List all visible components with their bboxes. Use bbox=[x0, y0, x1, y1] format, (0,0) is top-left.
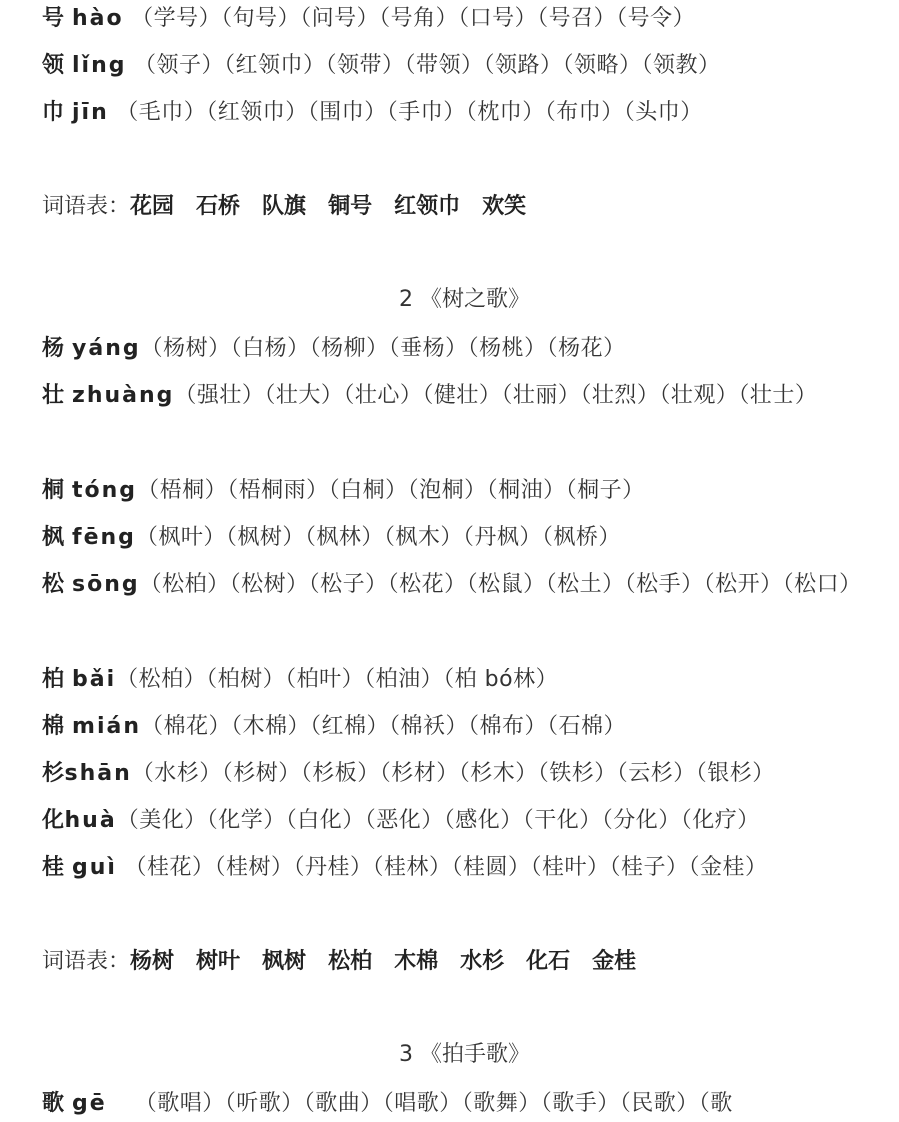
entry-char: 领 bbox=[42, 52, 65, 78]
entry-mian bbox=[42, 711, 626, 742]
vocab-label: 词语表： bbox=[42, 949, 131, 974]
entry-words: （棉花）（木棉）（红棉）（棉袄）（棉布）（石棉） bbox=[141, 714, 627, 739]
entry-words: （桂花）（桂树）（丹桂）（桂林）（桂圆）（桂叶）（桂子）（金桂） bbox=[124, 855, 768, 880]
entry-char: 枫 bbox=[42, 524, 65, 550]
entry-pinyin: tóng bbox=[72, 478, 138, 503]
lesson-title-3: 3 《拍手歌》 bbox=[399, 1042, 530, 1067]
entry-words: （领子）（红领巾）（领带）（带领）（领路）（领略）（领教） bbox=[134, 53, 721, 78]
entry-pinyin: gē bbox=[72, 1091, 107, 1116]
vocab-word: 欢笑 bbox=[482, 194, 527, 219]
entry-words: （梧桐）（梧桐雨）（白桐）（泡桐）（桐油）（桐子） bbox=[137, 478, 645, 503]
vocab-list-1 bbox=[42, 192, 548, 222]
entry-shan bbox=[42, 758, 775, 789]
vocab-word: 水杉 bbox=[460, 949, 505, 974]
entry-pinyin: hào bbox=[72, 6, 124, 31]
vocab-word: 枫树 bbox=[262, 949, 307, 974]
entry-words: （松柏）（柏树）（柏叶）（柏油）（柏 bó林） bbox=[116, 667, 559, 692]
entry-bai bbox=[42, 664, 558, 695]
entry-pinyin: sōng bbox=[72, 572, 140, 597]
vocab-word: 木棉 bbox=[394, 949, 439, 974]
entry-pinyin: zhuàng bbox=[72, 383, 175, 408]
vocab-word: 铜号 bbox=[328, 194, 373, 219]
entry-pinyin: guì bbox=[72, 855, 117, 880]
entry-char: 壮 bbox=[42, 382, 65, 408]
entry-pinyin: shān bbox=[64, 761, 132, 786]
entry-char: 桐 bbox=[42, 477, 65, 503]
vocab-word: 花园 bbox=[130, 194, 175, 219]
entry-char: 桂 bbox=[42, 854, 65, 880]
entry-char: 化 bbox=[42, 807, 65, 833]
entry-jin bbox=[42, 97, 703, 128]
vocab-label: 词语表： bbox=[42, 194, 131, 219]
entry-yang bbox=[42, 333, 626, 364]
entry-pinyin: mián bbox=[72, 714, 141, 739]
entry-words: （松柏）（松树）（松子）（松花）（松鼠）（松土）（松手）（松开）（松口） bbox=[139, 572, 862, 597]
entry-song bbox=[42, 561, 887, 608]
vocab-word: 杨树 bbox=[130, 949, 175, 974]
entry-words: （毛巾）（红领巾）（围巾）（手巾）（枕巾）（布巾）（头巾） bbox=[116, 100, 703, 125]
entry-words: （歌唱）（听歌）（歌曲）（唱歌）（歌舞）（歌手）（民歌）（歌 bbox=[134, 1091, 733, 1116]
vocab-word: 红领巾 bbox=[394, 194, 461, 219]
entry-tong bbox=[42, 475, 645, 506]
entry-pinyin: fēng bbox=[72, 525, 136, 550]
entry-words: （杨树）（白杨）（杨柳）（垂杨）（杨桃）（杨花） bbox=[140, 336, 626, 361]
entry-char: 巾 bbox=[42, 99, 65, 125]
vocab-word: 松柏 bbox=[328, 949, 373, 974]
vocab-word: 化石 bbox=[526, 949, 571, 974]
lesson-title-2: 2 《树之歌》 bbox=[399, 287, 530, 312]
entry-pinyin: huà bbox=[64, 808, 117, 833]
vocab-word: 树叶 bbox=[196, 949, 241, 974]
vocab-word: 队旗 bbox=[262, 194, 307, 219]
entry-char: 柏 bbox=[42, 666, 65, 692]
entry-char: 歌 bbox=[42, 1090, 65, 1116]
entry-char: 杨 bbox=[42, 335, 65, 361]
entry-feng bbox=[42, 522, 621, 553]
entry-pinyin: yáng bbox=[72, 336, 141, 361]
vocab-list-2 bbox=[42, 947, 658, 977]
entry-ge bbox=[42, 1088, 733, 1119]
entry-gui bbox=[42, 852, 767, 883]
entry-words: （学号）（句号）（问号）（号角）（口号）（号召）（号令） bbox=[131, 6, 696, 31]
entry-pinyin: bǎi bbox=[72, 667, 117, 692]
entry-char: 杉 bbox=[42, 760, 65, 786]
entry-char: 松 bbox=[42, 571, 65, 597]
entry-words: （枫叶）（枫树）（枫林）（枫木）（丹枫）（枫桥） bbox=[135, 525, 621, 550]
entry-char: 号 bbox=[42, 5, 65, 31]
vocab-word: 石桥 bbox=[196, 194, 241, 219]
entry-words: （水杉）（杉树）（杉板）（杉材）（杉木）（铁杉）（云杉）（银杉） bbox=[131, 761, 775, 786]
entry-words: （美化）（化学）（白化）（恶化）（感化）（干化）（分化）（化疗） bbox=[116, 808, 760, 833]
vocab-word: 金桂 bbox=[592, 949, 637, 974]
entry-words: （强壮）（壮大）（壮心）（健壮）（壮丽）（壮烈）（壮观）（壮士） bbox=[174, 383, 818, 408]
entry-hua bbox=[42, 805, 760, 836]
entry-char: 棉 bbox=[42, 713, 65, 739]
entry-hao bbox=[42, 3, 695, 34]
entry-zhuang bbox=[42, 372, 887, 419]
entry-ling bbox=[42, 50, 721, 81]
entry-pinyin: lǐng bbox=[72, 53, 127, 78]
entry-pinyin: jīn bbox=[72, 100, 109, 125]
